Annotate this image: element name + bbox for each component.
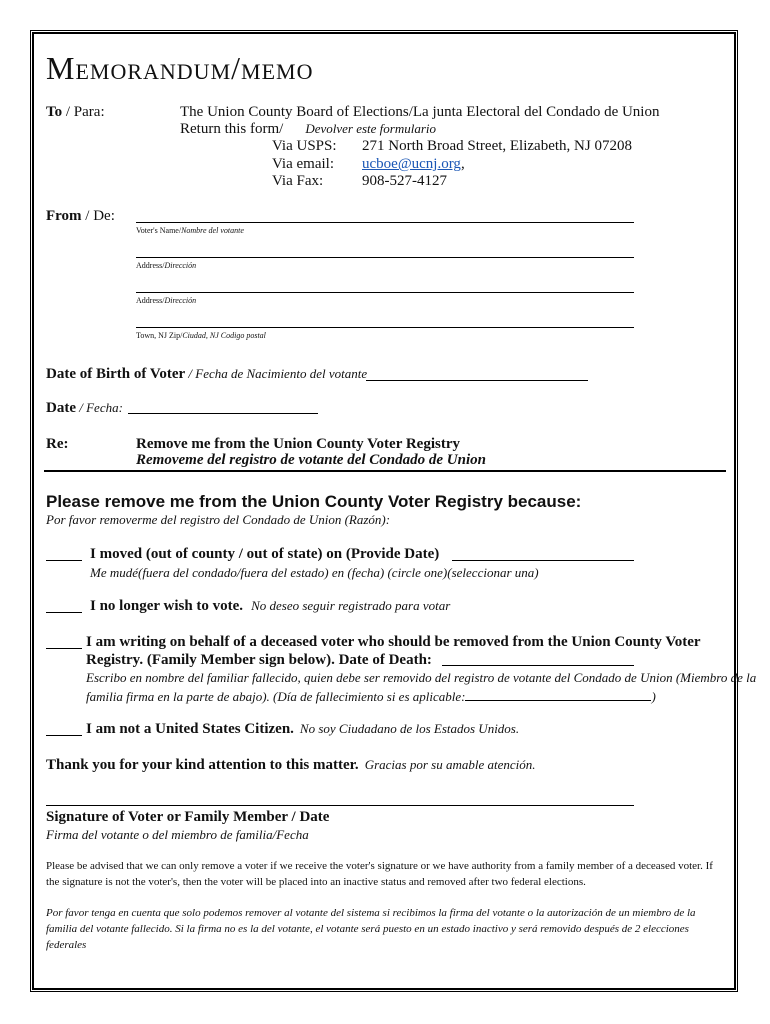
opt3-text-es2: familia firma en la parte de abajo). (Día de fallecimiento si es aplicable: ) bbox=[86, 689, 656, 704]
opt3-check-line[interactable] bbox=[46, 648, 82, 649]
return-form: Return this form/ Devolver este formulario bbox=[180, 121, 437, 137]
reason-heading: Please remove me from the Union County Voter Registry because: bbox=[46, 492, 582, 511]
opt3-text-line2: Registry. (Family Member sign below). Date of Death: bbox=[86, 652, 432, 668]
date-line[interactable] bbox=[128, 413, 318, 414]
opt4-text: I am not a United States Citizen. No soy Ciudadano de los Estados Unidos. bbox=[86, 721, 520, 737]
opt3-text-es1: Escribo en nombre del familiar fallecido, quien debe ser removido del registro de votante del Condado de Union (Miembro de la bbox=[86, 670, 757, 685]
voter-name-line[interactable] bbox=[136, 222, 634, 223]
email-label: Via email: bbox=[272, 156, 334, 172]
memo-title: Memorandum/memo bbox=[46, 50, 314, 86]
to-label: To / Para: bbox=[46, 104, 105, 120]
email-value: ucboe@ucnj.org, bbox=[362, 156, 465, 172]
board-name: The Union County Board of Elections/La junta Electoral del Condado de Union bbox=[180, 104, 660, 120]
notice-spanish: Por favor tenga en cuenta que solo podemos remover al votante del sistema si recibimos la firma del votante o la autorización de un miembro de la familia del votante fallecido. Si la firma no es la del votante, el votante será puesto en un estado inactivo y será removido después de 2 elecciones federales bbox=[46, 907, 696, 951]
re-subject-es: Removeme del registro de votante del Condado de Union bbox=[136, 452, 486, 468]
address-caption-1: Address/Dirección bbox=[136, 261, 197, 270]
town-line[interactable] bbox=[136, 327, 634, 328]
signature-label: Signature of Voter or Family Member / Date bbox=[46, 809, 330, 825]
from-label: From / De: bbox=[46, 208, 115, 224]
voter-name-caption: Voter's Name/Nombre del votante bbox=[136, 226, 244, 235]
fax-value: 908-527-4127 bbox=[362, 173, 447, 189]
re-subject: Remove me from the Union County Voter Registry bbox=[136, 436, 460, 452]
usps-label: Via USPS: bbox=[272, 138, 337, 154]
opt1-text-es: Me mudé(fuera del condado/fuera del estado) en (fecha) (circle one)(seleccionar una) bbox=[90, 565, 539, 580]
opt1-check-line[interactable] bbox=[46, 560, 82, 561]
address-line-2[interactable] bbox=[136, 292, 634, 293]
opt2-text: I no longer wish to vote. No deseo seguir registrado para votar bbox=[90, 598, 451, 614]
dob-label: Date of Birth of Voter / Fecha de Nacimiento del votante bbox=[46, 366, 368, 382]
opt4-check-line[interactable] bbox=[46, 735, 82, 736]
usps-address: 271 North Broad Street, Elizabeth, NJ 07208 bbox=[362, 138, 632, 154]
notice-english: Please be advised that we can only remove a voter if we receive the voter's signature or we have authority from a family member of a deceased voter. If the signature is not the voter's, then the voter will be placed into an inactive status and removed after two federal elections. bbox=[46, 860, 713, 888]
dob-line[interactable] bbox=[366, 380, 588, 381]
opt2-check-line[interactable] bbox=[46, 612, 82, 613]
fax-label: Via Fax: bbox=[272, 173, 324, 189]
address-caption-2: Address/Dirección bbox=[136, 296, 197, 305]
opt1-date-line[interactable] bbox=[452, 560, 634, 561]
reason-heading-es: Por favor removerme del registro del Condado de Union (Razón): bbox=[46, 512, 391, 527]
signature-label-es: Firma del votante o del miembro de familia/Fecha bbox=[46, 827, 309, 842]
thanks-text: Thank you for your kind attention to this matter. Gracias por su amable atención. bbox=[46, 757, 536, 773]
signature-line[interactable] bbox=[46, 805, 634, 806]
date-label: Date / Fecha: bbox=[46, 400, 123, 416]
date-of-death-es-line[interactable] bbox=[465, 688, 651, 701]
email-link[interactable]: ucboe@ucnj.org bbox=[362, 156, 461, 172]
town-caption: Town, NJ Zip/Ciudad, NJ Codigo postal bbox=[136, 331, 266, 340]
section-divider bbox=[44, 470, 726, 472]
address-line-1[interactable] bbox=[136, 257, 634, 258]
date-of-death-line[interactable] bbox=[442, 665, 634, 666]
opt1-text: I moved (out of county / out of state) on (Provide Date) bbox=[90, 546, 440, 562]
opt3-text-line1: I am writing on behalf of a deceased voter who should be removed from the Union County Voter bbox=[86, 634, 701, 650]
re-label: Re: bbox=[46, 436, 69, 452]
